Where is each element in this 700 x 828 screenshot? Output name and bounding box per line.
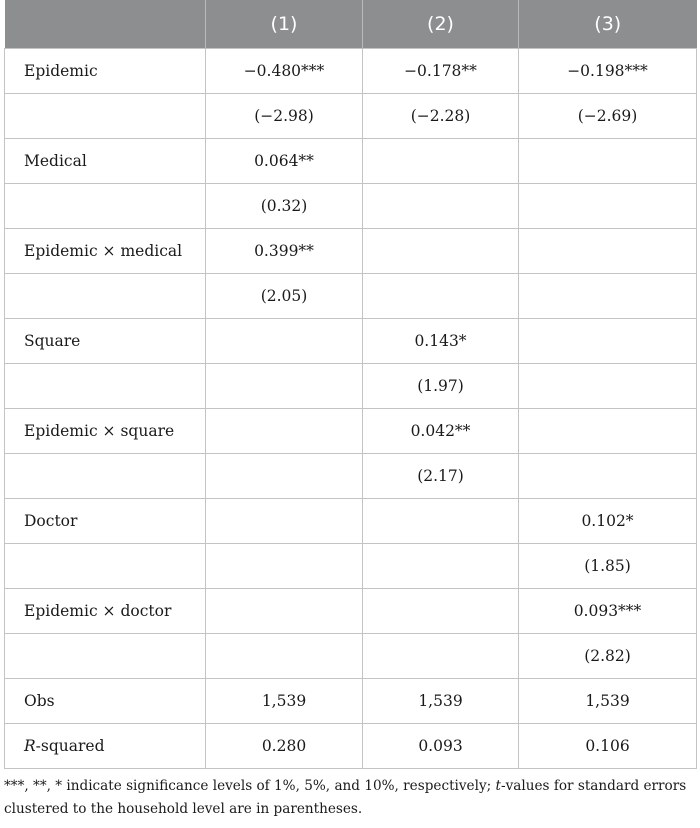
cell-col1: 0.064** xyxy=(206,139,363,184)
cell-col3: (2.82) xyxy=(519,634,697,679)
table-row xyxy=(5,409,697,454)
row-label: Epidemic × square xyxy=(5,409,206,454)
cell-col1 xyxy=(206,499,363,544)
cell-col1: 0.280 xyxy=(206,724,363,769)
row-label: Epidemic × doctor xyxy=(5,589,206,634)
header-column-1: (1) xyxy=(206,0,363,49)
row-label xyxy=(5,364,206,409)
table-header-row xyxy=(5,0,697,49)
row-label: Obs xyxy=(5,679,206,724)
header-blank xyxy=(5,0,206,49)
cell-col3 xyxy=(519,364,697,409)
table-row xyxy=(5,229,697,274)
cell-col2: (2.17) xyxy=(363,454,519,499)
table-row xyxy=(5,49,697,94)
cell-col3: (−2.69) xyxy=(519,94,697,139)
header-column-3: (3) xyxy=(519,0,697,49)
table-row xyxy=(5,364,697,409)
cell-col1 xyxy=(206,319,363,364)
rsquared-label-rest: -squared xyxy=(35,737,105,755)
cell-col3 xyxy=(519,274,697,319)
cell-col3: 0.106 xyxy=(519,724,697,769)
row-label xyxy=(5,634,206,679)
cell-col1 xyxy=(206,409,363,454)
table-footnote xyxy=(4,775,694,821)
row-label: Medical xyxy=(5,139,206,184)
table-row xyxy=(5,634,697,679)
cell-col2 xyxy=(363,544,519,589)
regression-table xyxy=(4,0,697,769)
row-label: Square xyxy=(5,319,206,364)
table-row xyxy=(5,454,697,499)
cell-col3 xyxy=(519,319,697,364)
cell-col2 xyxy=(363,499,519,544)
cell-col3 xyxy=(519,229,697,274)
cell-col3: 1,539 xyxy=(519,679,697,724)
cell-col1 xyxy=(206,544,363,589)
cell-col3: −0.198*** xyxy=(519,49,697,94)
cell-col1: −0.480*** xyxy=(206,49,363,94)
row-label-rsquared xyxy=(5,724,206,769)
cell-col2: 0.093 xyxy=(363,724,519,769)
cell-col2 xyxy=(363,589,519,634)
cell-col2: (−2.28) xyxy=(363,94,519,139)
table-row xyxy=(5,319,697,364)
cell-col2: 1,539 xyxy=(363,679,519,724)
table-row xyxy=(5,94,697,139)
cell-col3 xyxy=(519,139,697,184)
row-label xyxy=(5,274,206,319)
cell-col1: 0.399** xyxy=(206,229,363,274)
cell-col1 xyxy=(206,634,363,679)
footnote-part1: ***, **, * indicate significance levels of 1%, 5%, and 10%, respectively; xyxy=(4,778,496,794)
cell-col2: (1.97) xyxy=(363,364,519,409)
cell-col2 xyxy=(363,634,519,679)
cell-col2: 0.042** xyxy=(363,409,519,454)
cell-col2 xyxy=(363,184,519,229)
row-label xyxy=(5,94,206,139)
regression-table-container xyxy=(4,0,696,769)
cell-col1: (0.32) xyxy=(206,184,363,229)
cell-col3: (1.85) xyxy=(519,544,697,589)
row-label: Doctor xyxy=(5,499,206,544)
cell-col1 xyxy=(206,454,363,499)
cell-col1 xyxy=(206,589,363,634)
table-row xyxy=(5,589,697,634)
table-row xyxy=(5,184,697,229)
cell-col2: 0.143* xyxy=(363,319,519,364)
row-label: Epidemic × medical xyxy=(5,229,206,274)
cell-col2: −0.178** xyxy=(363,49,519,94)
table-row xyxy=(5,139,697,184)
header-column-2: (2) xyxy=(363,0,519,49)
table-row xyxy=(5,679,697,724)
table-row xyxy=(5,274,697,319)
table-row xyxy=(5,499,697,544)
cell-col2 xyxy=(363,274,519,319)
cell-col2 xyxy=(363,139,519,184)
table-row-rsquared xyxy=(5,724,697,769)
row-label xyxy=(5,184,206,229)
cell-col1: (2.05) xyxy=(206,274,363,319)
cell-col3 xyxy=(519,409,697,454)
cell-col3 xyxy=(519,184,697,229)
footnote-t-italic: t xyxy=(495,778,501,794)
table-row xyxy=(5,544,697,589)
rsquared-italic-r: R xyxy=(24,737,36,755)
cell-col3: 0.102* xyxy=(519,499,697,544)
row-label: Epidemic xyxy=(5,49,206,94)
row-label xyxy=(5,454,206,499)
row-label xyxy=(5,544,206,589)
footnote-part2: -values for standard errors clustered to the household level are in parentheses. xyxy=(4,778,687,817)
cell-col2 xyxy=(363,229,519,274)
cell-col1 xyxy=(206,364,363,409)
cell-col3: 0.093*** xyxy=(519,589,697,634)
cell-col1: (−2.98) xyxy=(206,94,363,139)
cell-col3 xyxy=(519,454,697,499)
cell-col1: 1,539 xyxy=(206,679,363,724)
